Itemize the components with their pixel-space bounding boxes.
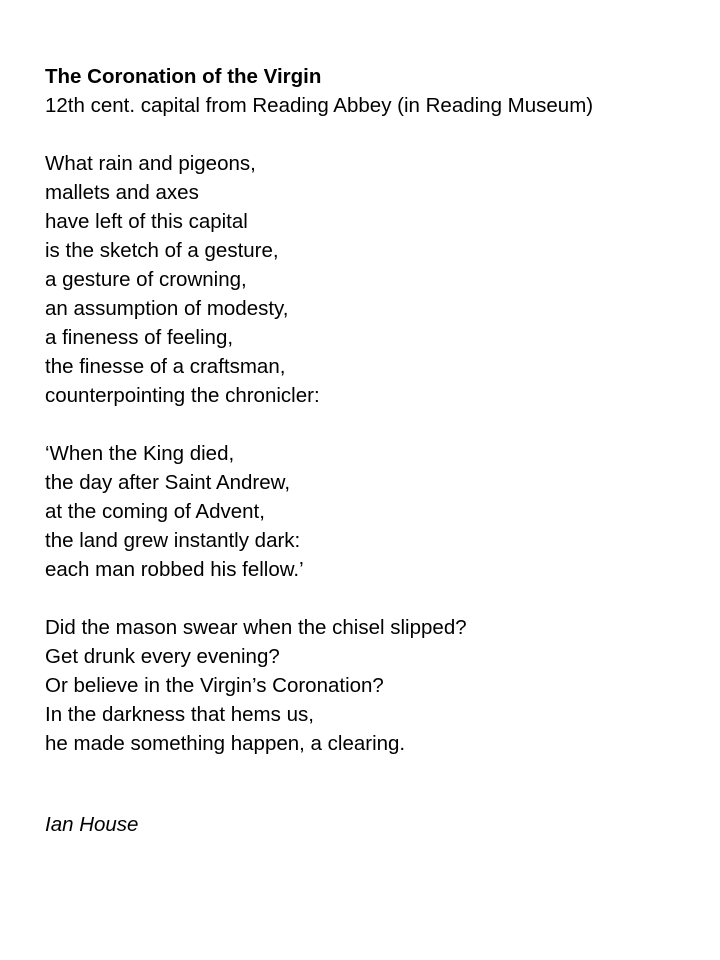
poem-line: counterpointing the chronicler: <box>45 384 320 407</box>
poem-line: is the sketch of a gesture, <box>45 239 279 262</box>
poem-line: Did the mason swear when the chisel slipped? <box>45 616 467 639</box>
poem-author: Ian House <box>45 813 139 836</box>
poem-line: a gesture of crowning, <box>45 268 247 291</box>
stanza-3 <box>45 613 695 758</box>
poem-line: the land grew instantly dark: <box>45 529 301 552</box>
poem-line: What rain and pigeons, <box>45 152 256 175</box>
poem-line: each man robbed his fellow.’ <box>45 558 304 581</box>
poem-line: a fineness of feeling, <box>45 326 234 349</box>
poem-line: Get drunk every evening? <box>45 645 280 668</box>
poem-line: have left of this capital <box>45 210 248 233</box>
poem-subtitle: 12th cent. capital from Reading Abbey (in Reading Museum) <box>45 94 594 117</box>
poem-line: Or believe in the Virgin’s Coronation? <box>45 674 384 697</box>
poem-line: an assumption of modesty, <box>45 297 289 320</box>
poem-line: the day after Saint Andrew, <box>45 471 291 494</box>
poem-line: ‘When the King died, <box>45 442 235 465</box>
poem-line: he made something happen, a clearing. <box>45 732 406 755</box>
poem-line: mallets and axes <box>45 181 199 204</box>
poem-line: the finesse of a craftsman, <box>45 355 286 378</box>
poem-page <box>45 62 695 787</box>
poem-line: at the coming of Advent, <box>45 500 265 523</box>
poem-title: The Coronation of the Virgin <box>45 65 322 88</box>
stanza-1 <box>45 149 695 410</box>
stanza-2 <box>45 439 695 584</box>
poem-line: In the darkness that hems us, <box>45 703 314 726</box>
